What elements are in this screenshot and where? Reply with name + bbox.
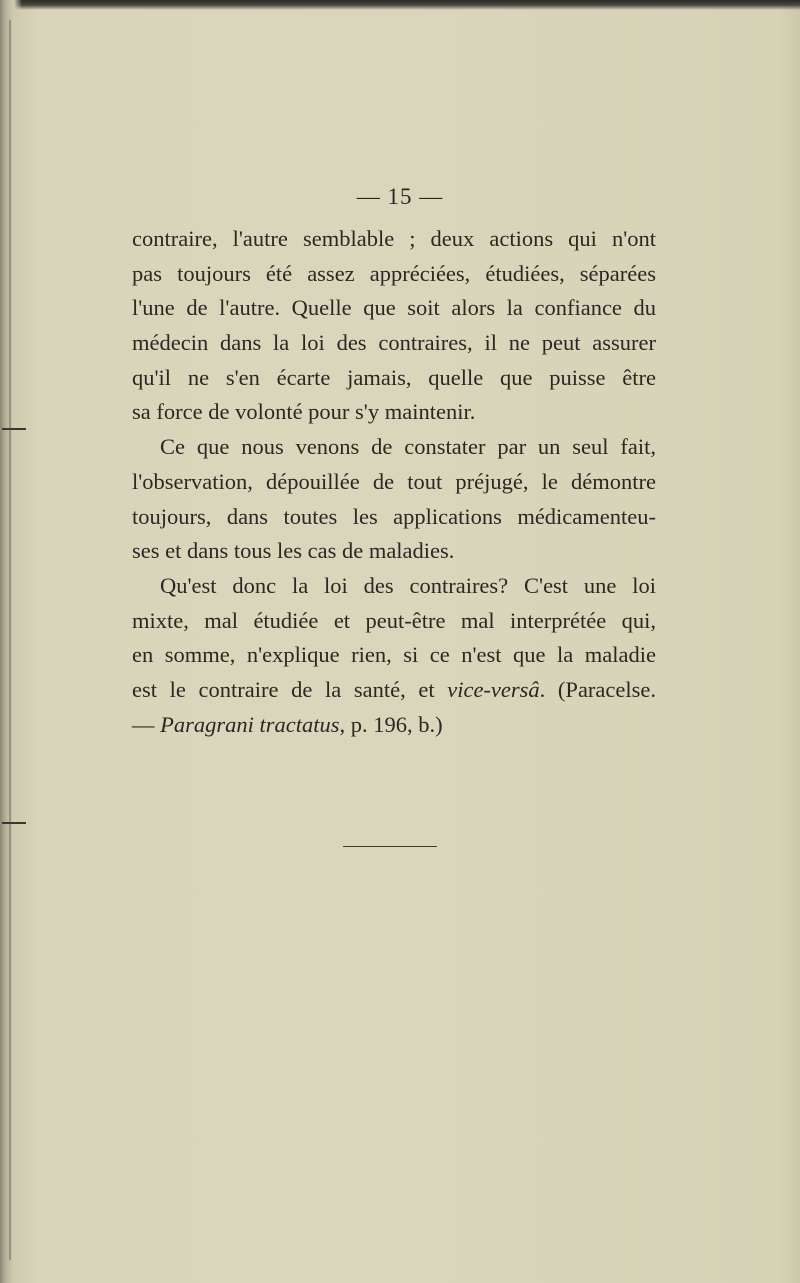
italic-citation: Paragrani tractatus (160, 711, 340, 737)
spine-mark (2, 428, 26, 430)
text-line (132, 708, 656, 743)
italic-term: vice-versâ (447, 676, 540, 702)
spine-mark (2, 822, 26, 824)
text-segment: est le contraire de la santé, et (132, 676, 435, 702)
text-line (132, 673, 656, 708)
text-line: mixte, mal étudiée et peut-être mal interprétée qui, (132, 607, 656, 633)
text-segment: , p. 196, b.) (339, 711, 443, 737)
text-segment: — (132, 711, 155, 737)
spine-fold-line (9, 20, 11, 1260)
text-segment: . (Paracelse. (539, 676, 656, 702)
text-line: Ce que nous venons de constater par un seul fait, (160, 434, 656, 460)
text-line: l'observation, dépouillée de tout préjugé, le démontre (132, 468, 656, 494)
text-line: l'une de l'autre. Quelle que soit alors la confiance du (132, 295, 656, 321)
text-line: pas toujours été assez appréciées, étudiées, séparées (132, 260, 656, 286)
text-line: qu'il ne s'en écarte jamais, quelle que puisse être (132, 364, 656, 390)
book-spine (0, 0, 22, 1283)
page-number: — 15 — (356, 184, 444, 209)
text-line: contraire, l'autre semblable ; deux actions qui n'ont (132, 226, 656, 251)
section-divider (343, 846, 437, 847)
page-top-edge (0, 0, 800, 10)
body-text (132, 222, 656, 742)
text-line: sa force de volonté pour s'y maintenir. (132, 399, 476, 425)
text-line: médecin dans la loi des contraires, il ne peut assurer (132, 330, 656, 356)
text-line: en somme, n'explique rien, si ce n'est que la maladie (132, 642, 656, 668)
text-line: Qu'est donc la loi des contraires? C'est une loi (160, 572, 656, 598)
text-line: toujours, dans toutes les applications médicamenteu- (132, 503, 656, 529)
text-line: ses et dans tous les cas de maladies. (132, 538, 455, 564)
